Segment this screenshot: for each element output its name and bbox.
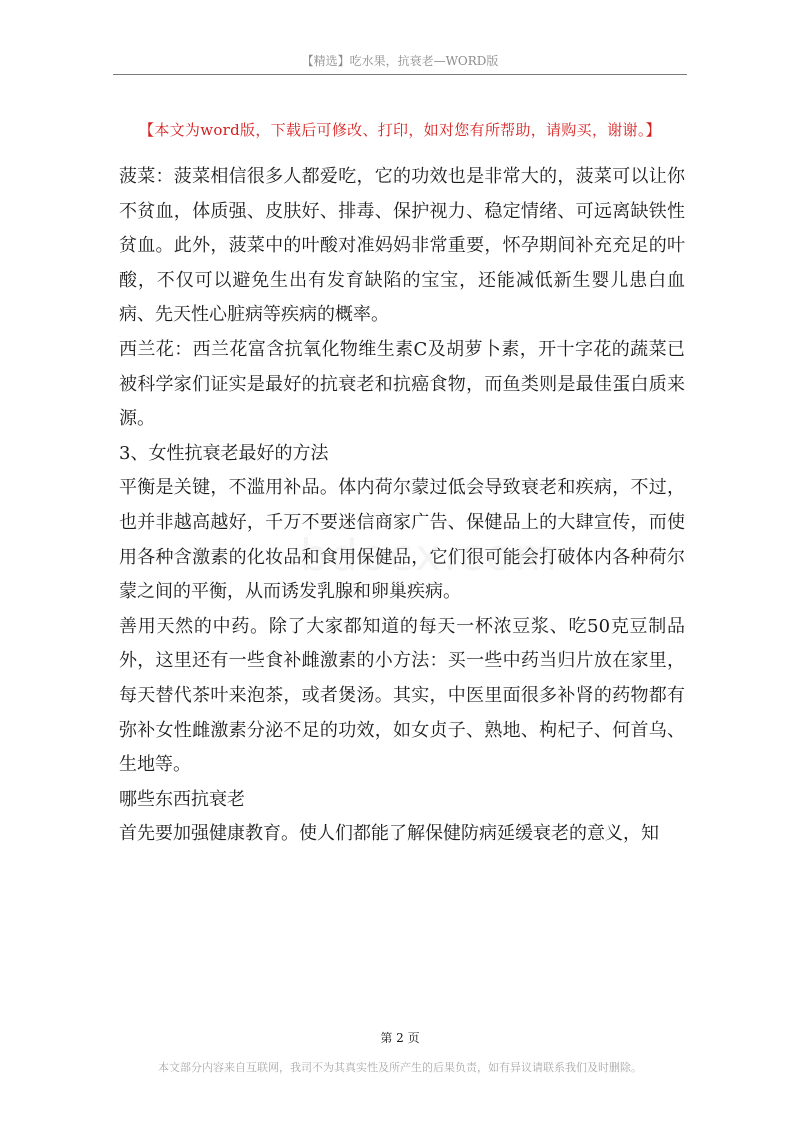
header-divider <box>113 74 687 75</box>
paragraph-spinach: 菠菜：菠菜相信很多人都爱吃，它的功效也是非常大的，菠菜可以让你不贫血，体质强、皮肤好、排毒、保护视力、稳定情绪、可远离缺铁性贫血。此外，菠菜中的叶酸对准妈妈非常重要，怀孕期间补充充足的叶酸，不仅可以避免生出有发育缺陷的宝宝，还能减低新生婴儿患白血病、先天性心脏病等疾病的概率。 <box>119 166 685 326</box>
page-number: 第 2 页 <box>380 1031 420 1045</box>
paragraph-health-education: 首先要加强健康教育。使人们都能了解保健防病延缓衰老的意义，知 <box>119 823 659 845</box>
section-heading-female-anti-aging: 3、女性抗衰老最好的方法 <box>119 442 329 464</box>
paragraph-broccoli: 西兰花：西兰花富含抗氧化物维生素C及胡萝卜素，开十字花的蔬菜已被科学家们证实是最好的抗衰老和抗癌食物，而鱼类则是最佳蛋白质来源。 <box>119 338 685 430</box>
paragraph-balance: 平衡是关键，不滥用补品。体内荷尔蒙过低会导致衰老和疾病，不过，也并非越高越好，千万不要迷信商家广告、保健品上的大肆宣传，而使用各种含激素的化妆品和食用保健品，它们很可能会打破体内各种荷尔蒙之间的平衡，从而诱发乳腺和卵巢疾病。 <box>119 477 685 603</box>
page-header: 【精选】吃水果，抗衰老—WORD版 <box>301 54 499 68</box>
footer-disclaimer: 本文部分内容来自互联网，我司不为其真实性及所产生的后果负责，如有异议请联系我们及时删除。 <box>158 1061 642 1074</box>
word-version-notice: 【本文为word版，下载后可修改、打印，如对您有所帮助，请购买，谢谢。】 <box>139 121 661 139</box>
paragraph-chinese-medicine: 善用天然的中药。除了大家都知道的每天一杯浓豆浆、吃50克豆制品外，这里还有一些食补雌激素的小方法：买一些中药当归片放在家里，每天替代茶叶来泡茶，或者煲汤。其实，中医里面很多补肾的药物都有弥补女性雌激素分泌不足的功效，如女贞子、熟地、枸杞子、何首乌、生地等。 <box>119 615 685 776</box>
section-heading-anti-aging-foods: 哪些东西抗衰老 <box>119 788 245 810</box>
document-body <box>119 160 685 852</box>
